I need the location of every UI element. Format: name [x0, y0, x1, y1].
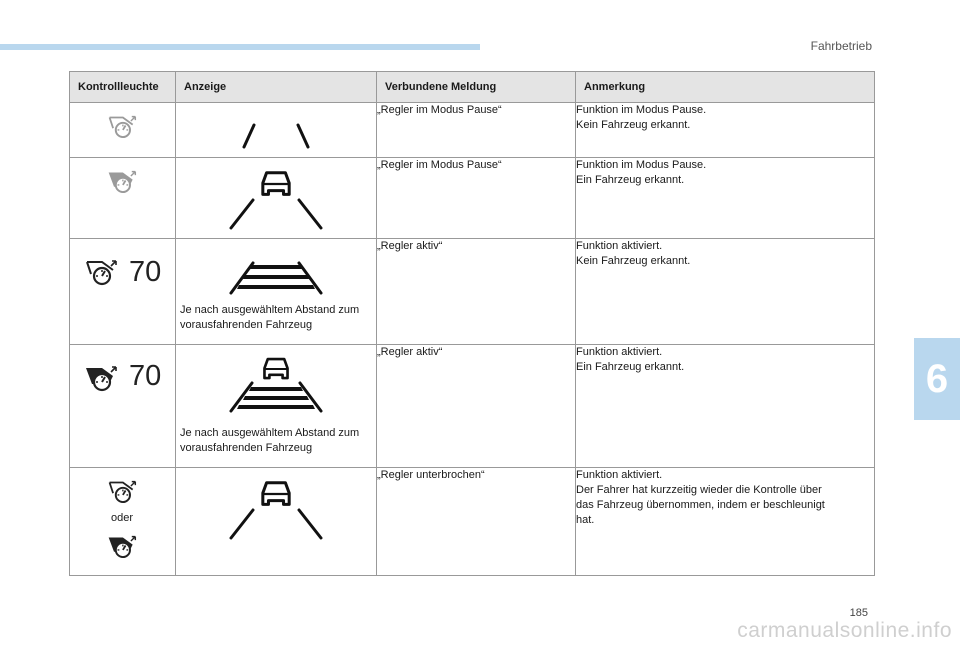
cruise-control-filled-icon [83, 362, 119, 392]
table-row [70, 158, 875, 239]
section-title: Fahrbetrieb [810, 39, 872, 53]
lamp-cell [70, 468, 176, 576]
cruise-control-grey-filled-icon [106, 167, 138, 194]
message-cell: „Regler aktiv“ [377, 239, 576, 345]
chapter-tab: 6 [914, 338, 960, 420]
column-header: Verbundene Meldung [377, 72, 576, 103]
display-note: Je nach ausgewähltem Abstand zum vorausfahrenden Fahrzeug [180, 304, 360, 331]
cruise-control-filled-icon [106, 532, 138, 559]
display-cell [176, 345, 377, 468]
note-line: das Fahrzeug übernommen, indem er beschleunigt [576, 499, 825, 511]
note-cell [576, 468, 875, 576]
display-cell [176, 239, 377, 345]
note-line: Kein Fahrzeug erkannt. [576, 119, 691, 131]
note-line: Ein Fahrzeug erkannt. [576, 361, 685, 373]
display-note: Je nach ausgewähltem Abstand zum vorausfahrenden Fahrzeug [180, 427, 360, 454]
lamp-cell [70, 103, 176, 158]
page-number: 185 [849, 607, 868, 619]
lamp-cell [70, 158, 176, 239]
note-line: Funktion im Modus Pause. [576, 104, 707, 116]
note-cell [576, 345, 875, 468]
message-cell: „Regler aktiv“ [377, 345, 576, 468]
note-line: Funktion aktiviert. [576, 346, 663, 358]
indicator-table [69, 71, 875, 576]
note-line: Ein Fahrzeug erkannt. [576, 174, 685, 186]
display-cell [176, 158, 377, 239]
note-line: Kein Fahrzeug erkannt. [576, 255, 691, 267]
note-line: hat. [576, 514, 595, 526]
distance-bars-icon [226, 261, 326, 295]
note-line: Funktion aktiviert. [576, 240, 663, 252]
table-row [70, 103, 875, 158]
lamp-cell [70, 345, 176, 468]
note-line: Der Fahrer hat kurzzeitig wieder die Kontrolle über [576, 484, 822, 496]
vehicle-distance-bars-icon [226, 355, 326, 413]
table-row [70, 345, 875, 468]
cruise-control-outline-icon [83, 256, 119, 286]
note-line: Funktion im Modus Pause. [576, 159, 707, 171]
message-cell: „Regler im Modus Pause“ [377, 103, 576, 158]
column-header: Anmerkung [576, 72, 875, 103]
table-row [70, 239, 875, 345]
column-header: Kontrollleuchte [70, 72, 176, 103]
watermark: carmanualsonline.info [737, 619, 952, 642]
table-row [70, 468, 875, 576]
vehicle-ahead-lanes-icon [226, 478, 326, 540]
table-header-row [70, 72, 875, 103]
note-cell [576, 239, 875, 345]
cruise-control-outline-icon [106, 477, 138, 504]
or-label: oder [111, 512, 134, 524]
lamp-cell [70, 239, 176, 345]
message-cell: „Regler unterbrochen“ [377, 468, 576, 576]
lane-lines-icon [226, 113, 326, 149]
note-cell [576, 158, 875, 239]
header-accent-bar [0, 44, 480, 50]
set-speed-value: 70 [129, 256, 162, 288]
display-cell [176, 103, 377, 158]
vehicle-ahead-lanes-icon [226, 168, 326, 230]
set-speed-value: 70 [129, 360, 162, 392]
display-cell [176, 468, 377, 576]
note-line: Funktion aktiviert. [576, 469, 663, 481]
note-cell [576, 103, 875, 158]
cruise-control-grey-outline-icon [106, 112, 138, 139]
message-cell: „Regler im Modus Pause“ [377, 158, 576, 239]
column-header: Anzeige [176, 72, 377, 103]
